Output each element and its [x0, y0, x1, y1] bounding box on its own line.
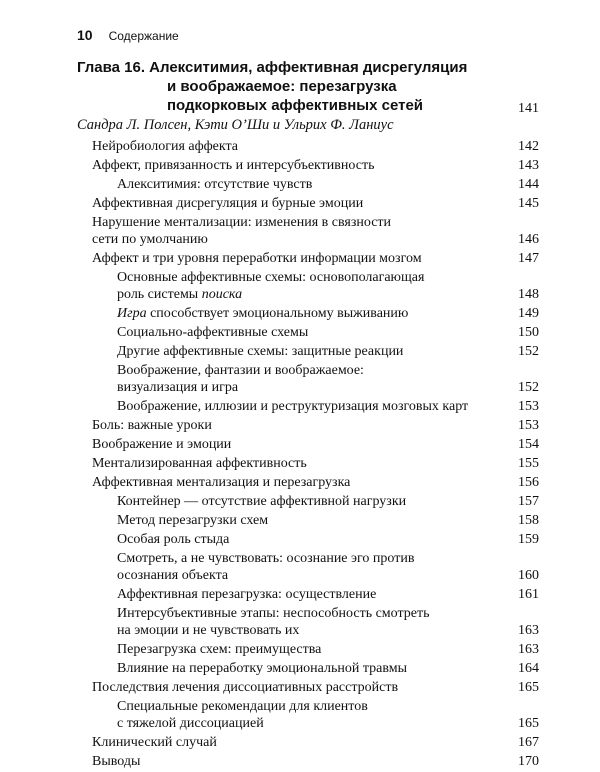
toc-entry-page-number: 165	[518, 716, 539, 731]
toc-entry-text: Последствия лечения диссоциативных расстройств	[92, 680, 399, 695]
toc-entry	[92, 586, 539, 603]
toc-entry-title-line	[92, 214, 495, 231]
toc-entry-text: на эмоции и не чувствовать их	[117, 623, 300, 638]
toc-entry	[92, 698, 539, 732]
toc-entry-text: способствует эмоциональному выживанию	[146, 306, 409, 321]
toc-entry-page-number: 150	[518, 325, 539, 340]
toc-entry	[92, 250, 539, 267]
chapter-title-line	[77, 96, 539, 115]
page-number: 10	[77, 27, 93, 43]
toc-entry-page-number: 146	[518, 232, 539, 247]
toc-entry-title-line	[117, 605, 495, 622]
chapter-title-line	[77, 77, 539, 96]
toc-entry-page-number: 165	[518, 680, 539, 695]
toc-entry	[92, 305, 539, 322]
toc-entry-text: Клинический случай	[92, 735, 217, 750]
toc-entry-title-line	[92, 138, 495, 155]
toc-entry	[92, 531, 539, 548]
toc-entry-text: Нейробиология аффекта	[92, 139, 239, 154]
toc-entry-text: Воображение, фантазии и воображаемое:	[117, 363, 364, 378]
toc-entry-title-line	[92, 455, 495, 472]
toc-entry-title-line	[117, 512, 495, 529]
toc-entry-text: Воображение, иллюзии и реструктуризация мозговых карт	[117, 399, 469, 414]
toc-entry	[92, 343, 539, 360]
toc-entry-page-number: 156	[518, 475, 539, 490]
toc-entry-title-line	[117, 324, 495, 341]
toc-entry-text: Социально-аффективные схемы	[117, 325, 309, 340]
toc-entry-text: роль системы	[117, 287, 202, 302]
toc-entry-page-number: 144	[518, 177, 539, 192]
toc-entry-italic-term: поиска	[201, 287, 243, 302]
toc-entry-page-number: 164	[518, 661, 539, 676]
toc-entry-page-number: 143	[518, 158, 539, 173]
toc-entry	[92, 176, 539, 193]
toc-entry-page-number: 167	[518, 735, 539, 750]
toc-entry-page-number: 153	[518, 418, 539, 433]
toc-entry-title-line	[117, 176, 495, 193]
toc-entry-text: с тяжелой диссоциацией	[117, 716, 264, 731]
toc-entry	[92, 512, 539, 529]
toc-entry-text: Нарушение ментализации: изменения в связности	[92, 215, 392, 230]
toc-entry-page-number: 149	[518, 306, 539, 321]
toc-entry-title-line	[92, 157, 495, 174]
toc-entry-page-number: 152	[518, 380, 539, 395]
toc-entry-text: Алекситимия: отсутствие чувств	[117, 177, 313, 192]
toc-entry-page-number: 163	[518, 642, 539, 657]
toc-entry	[92, 214, 539, 248]
toc-entry-text: Аффект, привязанность и интерсубъективность	[92, 158, 375, 173]
toc-entry-title-line	[117, 286, 495, 303]
toc-entry-title-line	[117, 622, 495, 639]
toc-entry-text: Контейнер — отсутствие аффективной нагрузки	[117, 494, 407, 509]
toc-entry-text: Смотреть, а не чувствовать: осознание эго против	[117, 551, 415, 566]
toc-entry-page-number: 160	[518, 568, 539, 583]
toc-entry-title-line	[92, 753, 495, 770]
toc-entry-title-line	[117, 493, 495, 510]
toc-entry-title-line	[117, 343, 495, 360]
toc-entry	[92, 753, 539, 770]
toc-entry-text: Влияние на переработку эмоциональной травмы	[117, 661, 408, 676]
toc-entry-title-line	[92, 195, 495, 212]
toc-entry-title-line	[92, 734, 495, 751]
toc-entry-text: Метод перезагрузки схем	[117, 513, 269, 528]
toc-entry-title-line	[92, 474, 495, 491]
toc-entry-text: Боль: важные уроки	[92, 418, 212, 433]
toc-entry-page-number: 142	[518, 139, 539, 154]
toc-entry-text: Особая роль стыда	[117, 532, 230, 547]
toc-entry-page-number: 145	[518, 196, 539, 211]
toc-entry-page-number: 170	[518, 754, 539, 769]
toc-entry-text: Аффективная ментализация и перезагрузка	[92, 475, 351, 490]
running-head	[77, 27, 179, 43]
toc-entry-title-line	[117, 641, 495, 658]
toc-entry	[92, 157, 539, 174]
toc-entry-title-line	[117, 398, 495, 415]
toc-entry-text: Основные аффективные схемы: основополагающая	[117, 270, 425, 285]
toc-entry	[92, 436, 539, 453]
toc-entry-title-line	[117, 362, 495, 379]
toc-entry-title-line	[117, 550, 495, 567]
toc-entry-text: Другие аффективные схемы: защитные реакции	[117, 344, 404, 359]
toc-entry-text: Воображение и эмоции	[92, 437, 232, 452]
toc-entry-page-number: 163	[518, 623, 539, 638]
toc-entry-text: Перезагрузка схем: преимущества	[117, 642, 322, 657]
toc-entry-title-line	[92, 436, 495, 453]
toc-entry-text: Специальные рекомендации для клиентов	[117, 699, 368, 714]
toc-entry-text: визуализация и игра	[117, 380, 239, 395]
toc-entry	[92, 362, 539, 396]
toc-entry	[92, 324, 539, 341]
toc-entry-page-number: 148	[518, 287, 539, 302]
toc-entry	[92, 269, 539, 303]
toc-entry-page-number: 154	[518, 437, 539, 452]
toc-entry-text: сети по умолчанию	[92, 232, 208, 247]
toc-entry-title-line	[117, 586, 495, 603]
chapter-title-line	[77, 58, 539, 77]
toc-entry-text: Аффективная перезагрузка: осуществление	[117, 587, 377, 602]
toc-entry-title-line	[92, 679, 495, 696]
chapter-page-number: 141	[518, 101, 539, 116]
toc-entry	[92, 398, 539, 415]
toc-entry-page-number: 158	[518, 513, 539, 528]
toc-entry-page-number: 159	[518, 532, 539, 547]
toc-entry	[92, 605, 539, 639]
toc-entry	[92, 641, 539, 658]
toc-entry-title-line	[117, 305, 495, 322]
toc-entry	[92, 679, 539, 696]
toc-entry-italic-term: Игра	[117, 306, 147, 321]
toc-entry-title-line	[92, 417, 495, 434]
chapter-title-text: подкорковых аффективных сетей	[167, 97, 424, 114]
toc-entry-title-line	[117, 379, 495, 396]
toc-entry	[92, 455, 539, 472]
toc-entry-page-number: 161	[518, 587, 539, 602]
chapter-heading	[77, 58, 539, 115]
toc-entry-text: Аффект и три уровня переработки информации мозгом	[92, 251, 422, 266]
toc-entry-page-number: 147	[518, 251, 539, 266]
toc-entry-text: Аффективная дисрегуляция и бурные эмоции	[92, 196, 364, 211]
toc-entry-page-number: 157	[518, 494, 539, 509]
toc-entry-page-number: 155	[518, 456, 539, 471]
toc-list	[92, 138, 539, 772]
toc-entry	[92, 493, 539, 510]
toc-entry-title-line	[92, 231, 495, 248]
toc-entry-title-line	[117, 531, 495, 548]
toc-entry-title-line	[117, 567, 495, 584]
toc-entry-page-number: 153	[518, 399, 539, 414]
toc-entry-title-line	[92, 250, 495, 267]
toc-entry	[92, 550, 539, 584]
section-name: Содержание	[108, 29, 179, 43]
toc-entry	[92, 195, 539, 212]
toc-entry	[92, 417, 539, 434]
toc-entry-text: Интерсубъективные этапы: неспособность смотреть	[117, 606, 430, 621]
toc-entry-text: Выводы	[92, 754, 141, 769]
chapter-title-text: и воображаемое: перезагрузка	[167, 78, 397, 95]
toc-entry-page-number: 152	[518, 344, 539, 359]
toc-entry-title-line	[117, 660, 495, 677]
toc-entry	[92, 660, 539, 677]
toc-entry-text: Ментализированная аффективность	[92, 456, 307, 471]
toc-entry-title-line	[117, 715, 495, 732]
chapter-authors: Сандра Л. Полсен, Кэти О’Ши и Ульрих Ф. Ланиус	[77, 117, 394, 133]
toc-entry-title-line	[117, 269, 495, 286]
toc-entry	[92, 474, 539, 491]
chapter-title-text: Глава 16. Алекситимия, аффективная дисрегуляция	[77, 59, 468, 76]
toc-entry-text: осознания объекта	[117, 568, 229, 583]
toc-entry	[92, 138, 539, 155]
toc-entry	[92, 734, 539, 751]
toc-entry-title-line	[117, 698, 495, 715]
